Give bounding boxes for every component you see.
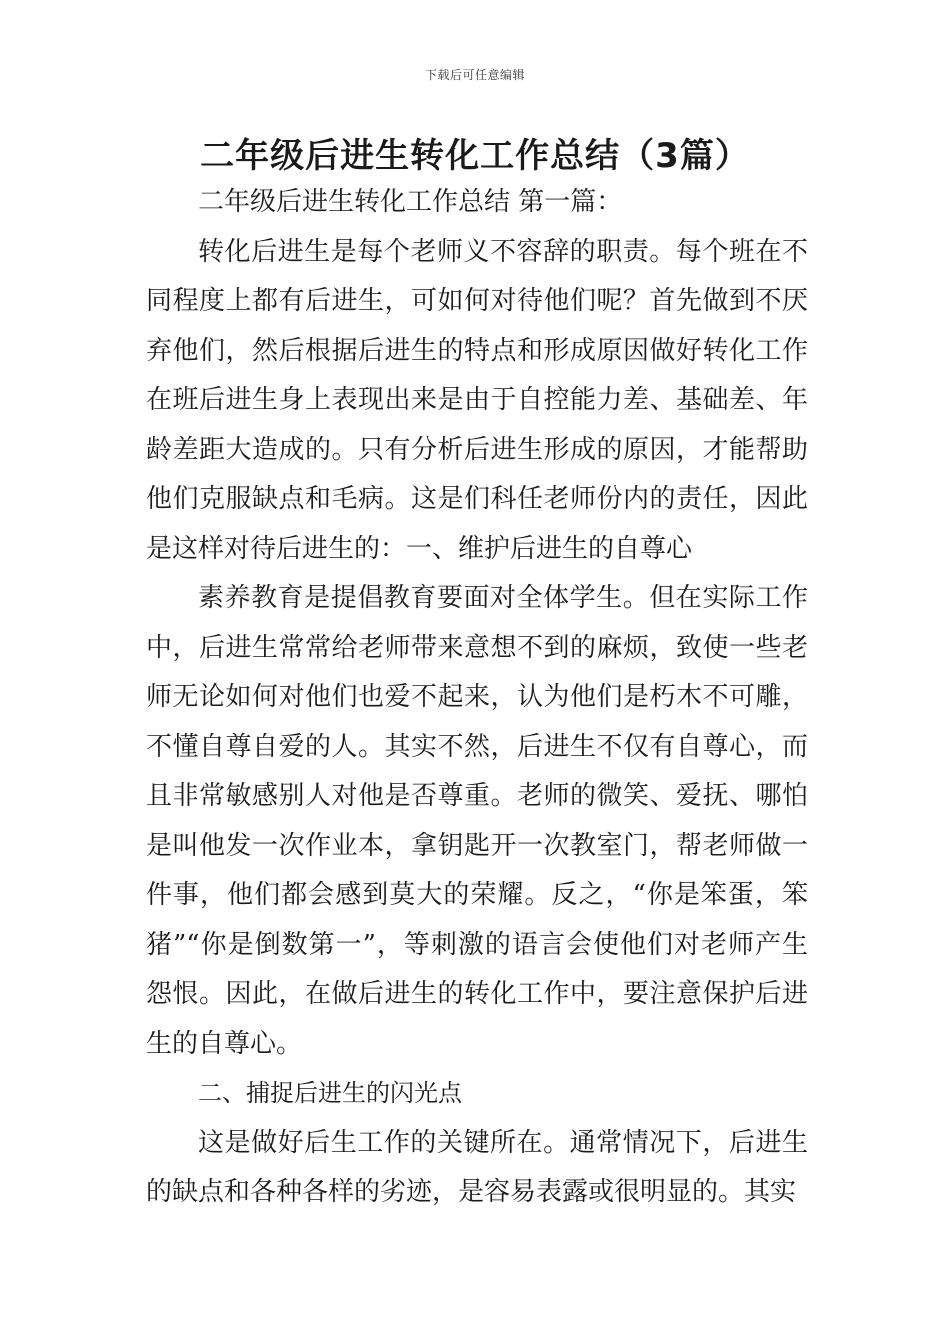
paragraph-1: 转化后进生是每个老师义不容辞的职责。每个班在不同程度上都有后进生，可如何对待他们呢？首先做到不厌弃他们，然后根据后进生的特点和形成原因做好转化工作在班后进生身上表现出来是由于自控能力差、基础差、年龄差距大造成的。只有分析后进生形成的原因，才能帮助他们克服缺点和毛病。这是们科任老师份内的责任，因此是这样对待后进生的：一、维护后进生的自尊心 [146, 236, 808, 564]
section-two-heading: 二、捕捉后进生的闪光点 [198, 1079, 462, 1107]
section-subtitle: 二年级后进生转化工作总结 第一篇： [198, 187, 623, 217]
paragraph-2: 素养教育是提倡教育要面对全体学生。但在实际工作中，后进生常常给老师带来意想不到的麻烦，致使一些老师无论如何对他们也爱不起来，认为他们是朽木不可雕，不懂自尊自爱的人。其实不然，后进生不仅有自尊心，而且非常敏感别人对他是否尊重。老师的微笑、爱抚、哪怕是叫他发一次作业本，拿钥匙开一次教室门，帮老师做一件事，他们都会感到莫大的荣耀。反之，“你是笨蛋，笨猪”“你是倒数第一”，等刺激的语言会使他们对老师产生怨恨。因此，在做后进生的转化工作中，要注意保护后进生的自尊心。 [146, 583, 808, 1059]
document-body [146, 178, 808, 1218]
section-two-paragraph: 这是做好后生工作的关键所在。通常情况下，后进生的缺点和各种各样的劣迹，是容易表露或很明显的。其实 [146, 1127, 808, 1207]
header-note: 下载后可任意编辑 [424, 68, 525, 82]
document-title: 二年级后进生转化工作总结（3篇） [200, 136, 750, 176]
